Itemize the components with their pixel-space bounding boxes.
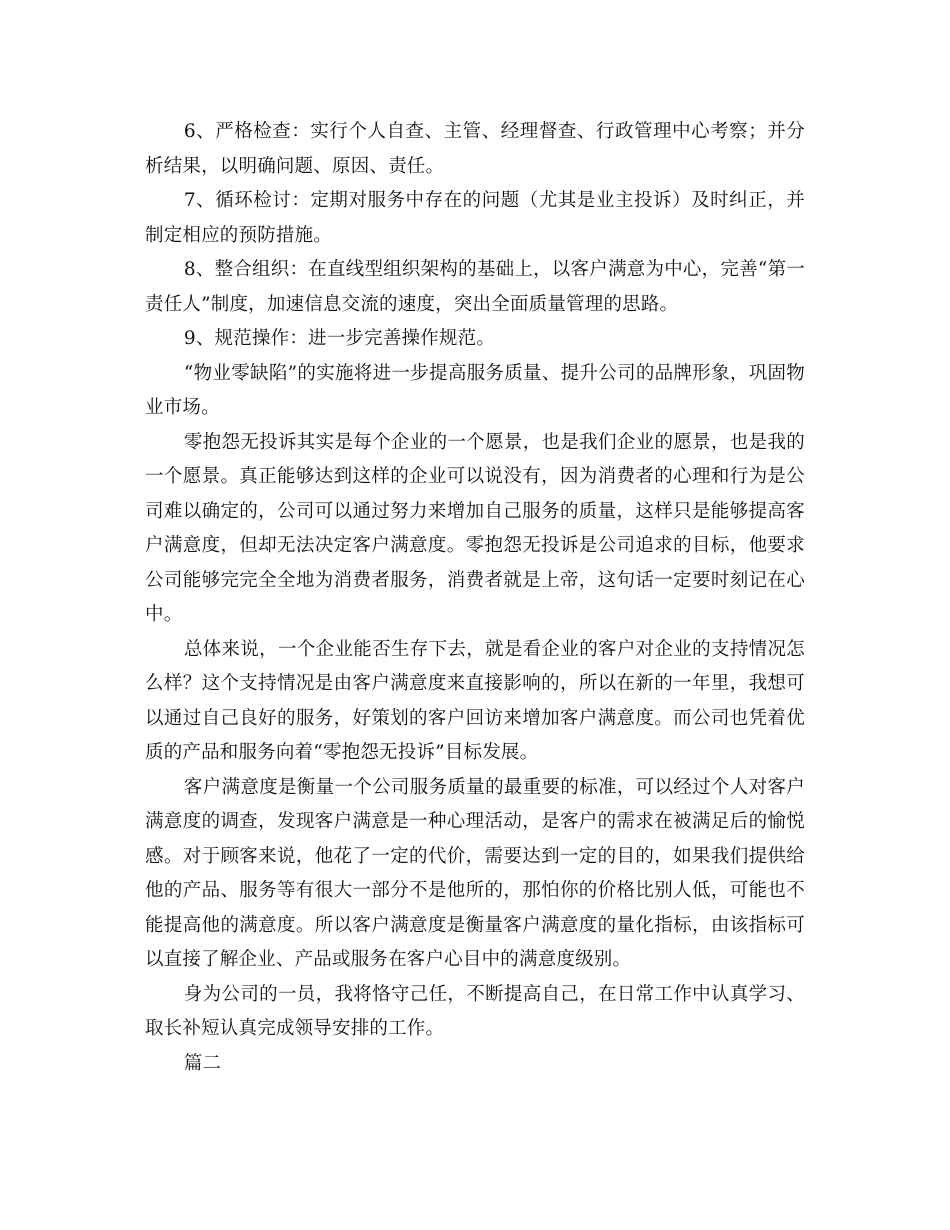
paragraph-commitment: 身为公司的一员，我将恪守己任，不断提高自己，在日常工作中认真学习、取长补短认真完成领导安排的工作。 bbox=[145, 983, 805, 1039]
paragraph-overall: 总体来说，一个企业能否生存下去，就是看企业的客户对企业的支持情况怎么样？这个支持情况是由客户满意度来直接影响的，所以在新的一年里，我想可以通过自己良好的服务，好策划的客户回访来增加客户满意度。而公司也凭着优质的产品和服务向着“零抱怨无投诉”目标发展。 bbox=[145, 638, 805, 763]
paragraph-zero-defect: “物业零缺陷”的实施将进一步提高服务质量、提升公司的品牌形象，巩固物业市场。 bbox=[145, 362, 805, 418]
paragraph-item-7: 7、循环检讨：定期对服务中存在的问题（尤其是业主投诉）及时纠正，并制定相应的预防措施。 bbox=[145, 190, 805, 246]
paragraph-item-9: 9、规范操作：进一步完善操作规范。 bbox=[183, 328, 496, 349]
section-heading: 篇二 bbox=[183, 1052, 222, 1074]
paragraph-zero-complaint: 零抱怨无投诉其实是每个企业的一个愿景，也是我们企业的愿景，也是我的一个愿景。真正能够达到这样的企业可以说没有，因为消费者的心理和行为是公司难以确定的，公司可以通过努力来增加自己服务的质量，这样只是能够提高客户满意度，但却无法决定客户满意度。零抱怨无投诉是公司追求的目标，他要求公司能够完完全全地为消费者服务，消费者就是上帝，这句话一定要时刻记在心中。 bbox=[145, 431, 805, 625]
paragraph-satisfaction: 客户满意度是衡量一个公司服务质量的最重要的标准，可以经过个人对客户满意度的调查，发现客户满意是一种心理活动，是客户的需求在被满足后的愉悦感。对于顾客来说，他花了一定的代价，需要达到一定的目的，如果我们提供给他的产品、服务等有很大一部分不是他所的，那怕你的价格比别人低，可能也不能提高他的满意度。所以客户满意度是衡量客户满意度的量化指标，由该指标可以直接了解企业、产品或服务在客户心目中的满意度级别。 bbox=[145, 776, 805, 970]
paragraph-item-8: 8、整合组织：在直线型组织架构的基础上，以客户满意为中心，完善“第一责任人”制度，加速信息交流的速度，突出全面质量管理的思路。 bbox=[145, 259, 805, 315]
document-body bbox=[145, 115, 805, 1081]
paragraph-item-6: 6、严格检查：实行个人自查、主管、经理督查、行政管理中心考察；并分析结果，以明确问题、原因、责任。 bbox=[145, 121, 805, 177]
